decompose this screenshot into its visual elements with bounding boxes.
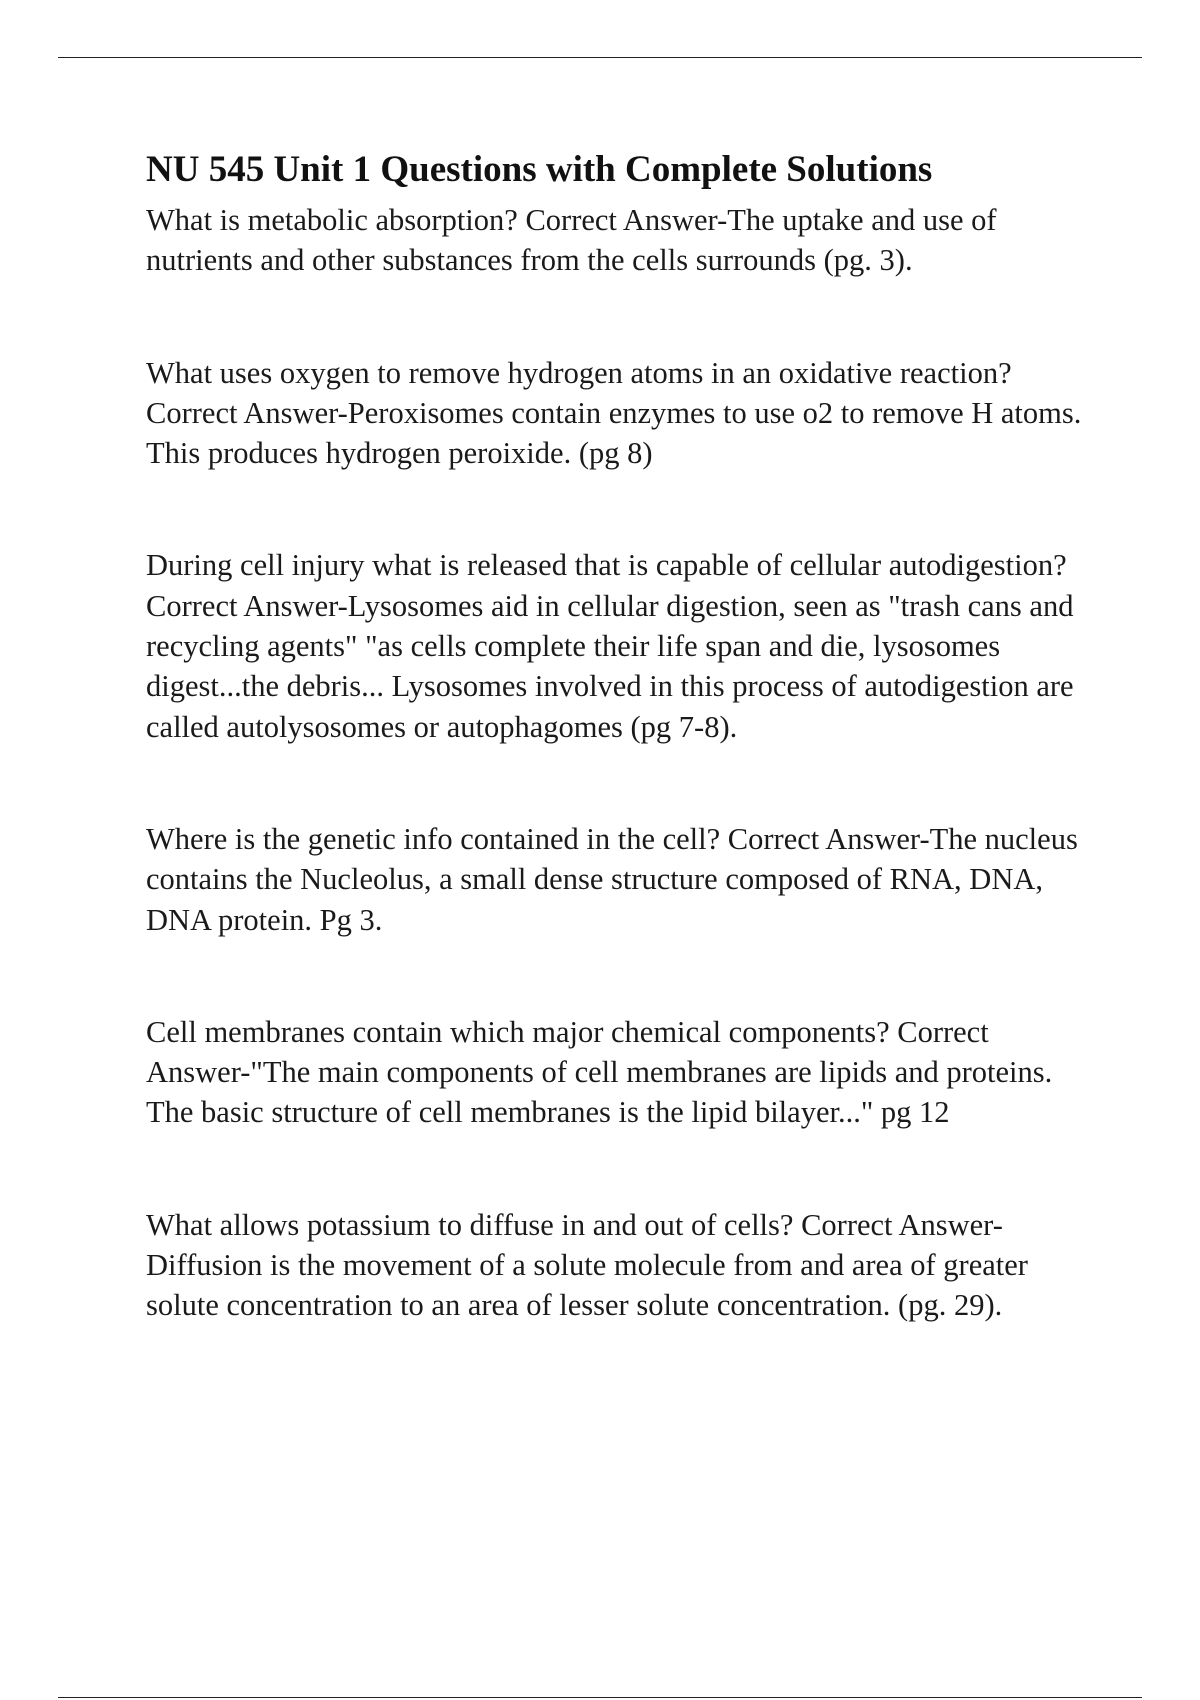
top-divider [58,57,1142,58]
bottom-divider [58,1697,1142,1698]
qa-entry: Where is the genetic info contained in the cell? Correct Answer-The nucleus contains the Nucleolus, a small dense structure composed of RNA, DNA, DNA protein. Pg 3. [146,821,1078,937]
qa-entry: What is metabolic absorption? Correct Answer-The uptake and use of nutrients and other substances from the cells surrounds (pg. 3). [146,203,997,278]
page-title: NU 545 Unit 1 Questions with Complete Solutions [146,149,933,190]
qa-entry: During cell injury what is released that is capable of cellular autodigestion? Correct Answer-Lysosomes aid in cellular digestion, seen as "trash cans and recycling agents" "as cells complete their life span and die, lysosomes digest...the debris... Lysosomes involved in this process of autodigestion are called autolysosomes or autophagomes (pg 7-8). [146,548,1074,744]
qa-entry: What allows potassium to diffuse in and out of cells? Correct Answer-Diffusion is the movement of a solute molecule from and area of greater solute concentration to an area of lesser solute concentration. (pg. 29). [146,1207,1028,1323]
document-body [146,148,1096,1326]
qa-entry: Cell membranes contain which major chemical components? Correct Answer-"The main components of cell membranes are lipids and proteins. The basic structure of cell membranes is the lipid bilayer..." pg 12 [146,1014,1053,1130]
qa-entry: What uses oxygen to remove hydrogen atoms in an oxidative reaction? Correct Answer-Peroxisomes contain enzymes to use o2 to remove H atoms. This produces hydrogen peroixide. (pg 8) [146,355,1082,471]
